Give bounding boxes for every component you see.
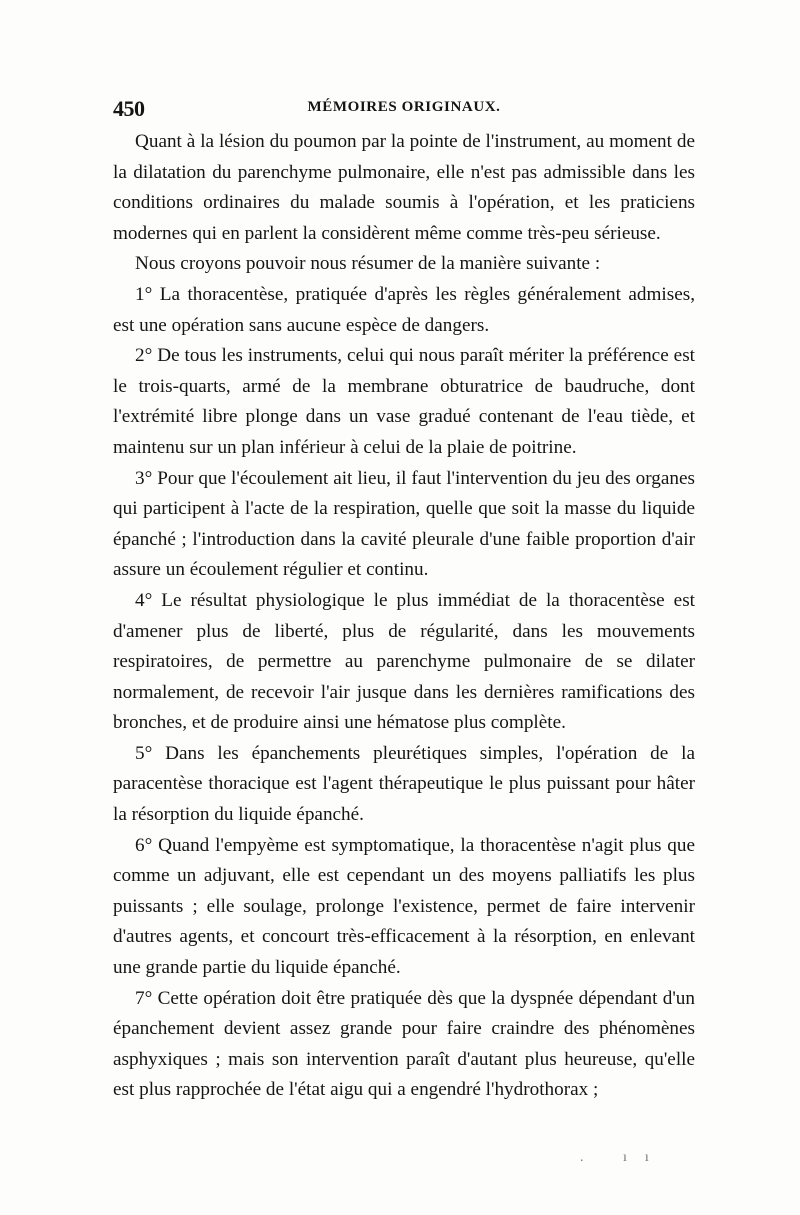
paragraph: Nous croyons pouvoir nous résumer de la manière suivante : [135, 253, 601, 275]
paragraph: 2° De tous les instruments, celui qui nous paraît mériter la préférence est le trois-quarts, armé de la membrane obturatrice de baudruche, dont l'extrémité libre plonge dans un vase gradué contenant de l'eau tiède, et maintenu sur un plan inférieur à celui de la plaie de poitrine. [113, 345, 695, 458]
page-number: 450 [113, 96, 145, 121]
body-text [113, 127, 695, 1106]
paragraph: 3° Pour que l'écoulement ait lieu, il faut l'intervention du jeu des organes qui participent à l'acte de la respiration, quelle que soit la masse du liquide épanché ; l'introduction dans la cavité pleurale d'une faible proportion d'air assure un écoulement régulier et continu. [113, 467, 695, 581]
page-header [113, 96, 695, 126]
printer-marks: . ıı [580, 1150, 667, 1165]
paragraph: 4° Le résultat physiologique le plus immédiat de la thoracentèse est d'amener plus de liberté, plus de régularité, dans les mouvements respiratoires, de permettre au parenchyme pulmonaire de se dilater normalement, de recevoir l'air jusque dans les dernières ramifications des bronches, et de produire ainsi une hématose plus complète. [113, 589, 695, 734]
paragraph: 7° Cette opération doit être pratiquée dès que la dyspnée dépendant d'un épanchement devient assez grande pour faire craindre des phénomènes asphyxiques ; mais son intervention paraît d'autant plus heureuse, qu'elle est plus rapprochée de l'état aigu qui a engendré l'hydrothorax ; [113, 987, 695, 1101]
paragraph: 6° Quand l'empyème est symptomatique, la thoracentèse n'agit plus que comme un adjuvant, elle est cependant un des moyens palliatifs les plus puissants ; elle soulage, prolonge l'existence, permet de faire intervenir d'autres agents, et concourt très-efficacement à la résorption, en enlevant une grande partie du liquide épanché. [113, 834, 695, 979]
paragraph: 1° La thoracentèse, pratiquée d'après les règles généralement admises, est une opération sans aucune espèce de dangers. [113, 283, 695, 336]
running-title: MÉMOIRES ORIGINAUX. [307, 99, 501, 115]
paragraph: 5° Dans les épanchements pleurétiques simples, l'opération de la paracentèse thoracique est l'agent thérapeutique le plus puissant pour hâter la résorption du liquide épanché. [113, 742, 695, 826]
paragraph: Quant à la lésion du poumon par la pointe de l'instrument, au moment de la dilatation du parenchyme pulmonaire, elle n'est pas admissible dans les conditions ordinaires du malade soumis à l'opération, et les praticiens modernes qui en parlent la considèrent même comme très-peu sérieuse. [113, 131, 695, 244]
